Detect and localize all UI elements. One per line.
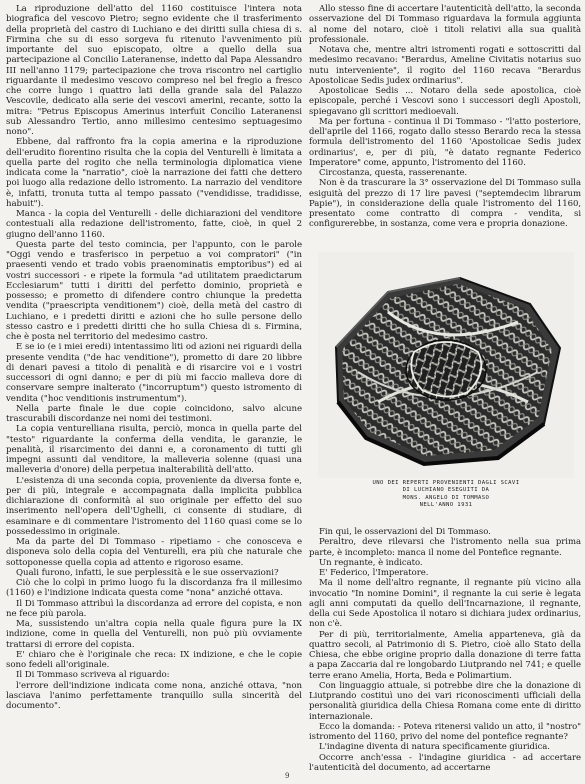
- paragraph: E' chiaro che è l'originale che reca: IX indizione, e che le copie sono fedeli all'originale.: [6, 649, 302, 670]
- paragraph: Per di più, territorialmente, Amelia apparteneva, già da quattro secoli, al Patrimonio di S. Pietro, cioè allo Stato della Chiesa, che ebbe origine proprio dalla donazione di terre fatta a papa Zaccaria dal re longobardo Liutprando nel 741; e quelle terre erano Amelia, Horta, Beda e Polimartium.: [309, 629, 581, 681]
- left-column: [6, 4, 302, 776]
- paragraph: Il Di Tommaso scriveva al riguardo:: [16, 670, 170, 681]
- artifact-photo-figure: [318, 252, 574, 510]
- paragraph: Quali furono, infatti, le sue perplessità e le sue osservazioni?: [16, 567, 279, 578]
- paragraph: Ebbene, dal raffronto fra la copia amerina e la riproduzione dell'erudito fiorentino risulta che la copia del Venturelli è limitata a quella parte del rogito che nella terminologia diplomatica viene indicata come la "narratio", cioè la narrazione dei fatti che dettero poi luogo alla redazione dello istromento. La narrazio del venditore è, infatti, tronuta tutta al tempo passato ("vendidisse, tradidisse, habuit").: [6, 137, 302, 209]
- paragraph: Peraltro, deve rilevarsi che l'istromento nella sua prima parte, è incompleto: manca il nome del Pontefice regnante.: [309, 537, 581, 558]
- right-column-bottom: [309, 527, 581, 776]
- paragraph: Apostolicae Sedis ... Notaro della sede apostolica, cioè episcopale, perché i Vescovi sono i successori degli Apostoli, spiegavano gli scrittori medioevali.: [309, 86, 581, 117]
- paragraph: Questa parte del testo comincia, per l'appunto, con le parole "Oggi vendo e trasferisco in perpetuo a voi compratori" ("in praesenti vendo et trado vobis praenominatis emptoribus") ed ai vostri successori - e ripete la formula "ad utilitatem praedictarum Ecclesiarum" tutti i diritti del perfetto dominio, proprietà e possesso; e prometto di difendere contro chiunque la predetta vendita ("praescripta venditionem") cioè, della metà del castro di Luchiano, e i predetti diritti e azioni che ho sulle persone dello stesso castro e i predetti diritti che ho sulla Chiesa di s. Firmina, che è posta nel territorio del medesimo castro.: [6, 239, 302, 342]
- paragraph: l'errore dell'indizione indicata come nona, anziché ottava, "non lasciava l'animo perfettamente tranquillo sulla sincerità del documento".: [6, 680, 302, 711]
- caption-line: DI LUCHIANO ESEGUITI DA: [402, 487, 490, 494]
- page-number: 9: [285, 772, 290, 780]
- paragraph: Ma il nome dell'altro regnante, il regnante più vicino alla invocatio "In nomine Domini", il regnante la cui serie è legata agli anni computati da quello dell'Incarnazione, il regnante, della cui Sede Apostolica il notaro si dichiara judex ordinarius, non c'è.: [309, 578, 581, 630]
- paragraph: E' Federico, l'Imperatore.: [319, 568, 429, 578]
- paragraph: Allo stesso fine di accertare l'autenticità dell'atto, la seconda osservazione del Di Tommaso riguardava la formula aggiunta al nome del notaro, cioè i titoli relativi alla sua qualità professionale.: [309, 4, 581, 45]
- paragraph: Con linguaggio attuale, si potrebbe dire che la donazione di Liutprando costituì uno dei vari riconoscimenti ufficiali della personalità giuridica della Chiesa Romana come ente di diritto internazionale.: [309, 680, 581, 722]
- paragraph: Ma da parte del Di Tommaso - ripetiamo - che conosceva e disponeva solo della copia del Venturelli, era più che naturale che sottoponesse quella copia ad attento e rigoroso esame.: [6, 537, 302, 568]
- paragraph: La riproduzione dell'atto del 1160 costituisce l'intera nota biografica del vescovo Pietro; segno evidente che il trasferimento della proprietà del castro di Luchiano e dei diritti sulla chiesa di s. Firmina che su di esso sorgeva fu ritenuto l'avvenimento più importante del suo episcopato, oltre a quello della sua partecipazione al Concilio Lateranense, indetto dal Papa Alessandro III nell'anno 1179; partecipazione che trova riscontro nel cartiglio riguardante il medesimo vescovo compreso nel bel fregio a fresco che corre lungo i quattro lati della grande sala del Palazzo Vescovile, dedicato alla serie dei vescovi amerini, recante, sotto la mitra: "Petrus Episcopus Amerinus interfuit Concilio Lateranensi sub Alessandro Tertio, anno millesimo centesimo septuagesimo nono".: [6, 4, 302, 137]
- paragraph: Occorre anch'essa - l'indagine giuridica - ad accertare l'autenticità del documento, ad accertarne: [309, 752, 581, 773]
- caption-line: MONS. ANGELO DI TOMMASO: [402, 494, 490, 501]
- paragraph: Notava che, mentre altri istromenti rogati e sottoscritti dal medesimo recavano: "Berardus, Ameline Civitatis notarius suo nutu interveniente", il rogito del 1160 recava "Berardus Apostolicae Sedis judex ordinarius".: [309, 45, 581, 86]
- paragraph: Non è da trascurare la 3° osservazione del Di Tommaso sulla esiguità del prezzo di 17 lire pavesi ("septemdecim librarum Papie"), in considerazione della quale l'istromento del 1160, presentato come contratto di compra - vendita, si configurerebbe, in sostanza, come vera e propria donazione.: [309, 178, 581, 230]
- carved-stone-fragment-image: [318, 252, 574, 478]
- paragraph: Ma, sussistendo un'altra copia nella quale figura pure la IX indizione, come in quella del Venturelli, non può più ovviamente trattarsi di errore del copista.: [6, 619, 302, 650]
- paragraph: L'esistenza di una seconda copia, proveniente da diversa fonte e, per di più, integrale e accompagnata dalla implicita pubblica dichiarazione di conformità al suo originale per effetto del suo inserimento nell'opera dell'Ughelli, ci consente di studiare, di esaminare e di commentare l'istromento del 1160 quasi come se lo possedessimo in originale.: [6, 475, 302, 537]
- paragraph: L'indagine diventa di natura specificamente giuridica.: [319, 742, 550, 753]
- caption-line: NELL'ANNO 1931: [419, 502, 473, 509]
- paragraph: Manca - la copia del Venturelli - delle dichiarazioni del venditore contestuali alla redazione dell'istromento, fatte, cioè, in quel 2 giugno dell'anno 1160.: [6, 209, 302, 240]
- paragraph: Il Di Tommaso attribuì la discordanza ad errore del copista, e non ne fece più parola.: [6, 598, 302, 619]
- paragraph: Circostanza, questa, rasserenante.: [319, 168, 468, 178]
- paragraph: Fin qui, le osservazioni del Di Tommaso.: [319, 527, 491, 537]
- paragraph: Ciò che lo colpì in primo luogo fu la discordanza fra il millesimo (1160) e l'indizione indicata questa come "nona" anziché ottava.: [6, 578, 302, 599]
- paragraph: Ecco la domanda: - Poteva ritenersi valido un atto, il "nostro" istromento del 1160, privo del nome del pontefice regnante?: [309, 721, 581, 742]
- figure-caption: [318, 480, 574, 510]
- caption-line: UNO DEI REPERTI PROVENIENTI DAGLI SCAVI: [372, 480, 520, 486]
- paragraph: E se io (e i miei eredi) intentassimo liti od azioni nei riguardi della presente vendita ("de hac venditione"), prometto di dare 20 libbre di denari pavesi a titolo di penalità e di risarcire voi e i vostri successori di ogni danno; e per di più mi faccio malleva dore di conservare sempre inalterato ("incorruptum") questo istromento di vendita ("hoc venditionis instrumentum").: [6, 342, 302, 404]
- paragraph: La copia venturelliana risulta, perciò, monca in quella parte del "testo" riguardante la conferma della vendita, le garanzie, le penalità, il risarcimento dei danni e, a coronamento di tutti gli impegni assunti dal venditore, la malleveria solenne (quasi una malleveria d'onore) della perpetua inalterabilità dell'atto.: [6, 424, 302, 476]
- paragraph: Nella parte finale le due copie coincidono, salvo alcune trascurabili discordanze nei nomi dei testimoni.: [6, 403, 302, 424]
- right-column-top: [309, 4, 581, 247]
- paragraph: Ma per fortuna - continua il Di Tommaso - "l'atto posteriore, dell'aprile del 1166, rogato dallo stesso Berardo reca la stessa formula dell'istromento del 1160 'Apostolicae Sedis judex ordinarius', e, per di più, "è datato regnante Federico Imperatore" come, appunto, l'istromento del 1160.: [309, 116, 581, 168]
- paragraph: Un regnante, è indicato.: [319, 557, 423, 568]
